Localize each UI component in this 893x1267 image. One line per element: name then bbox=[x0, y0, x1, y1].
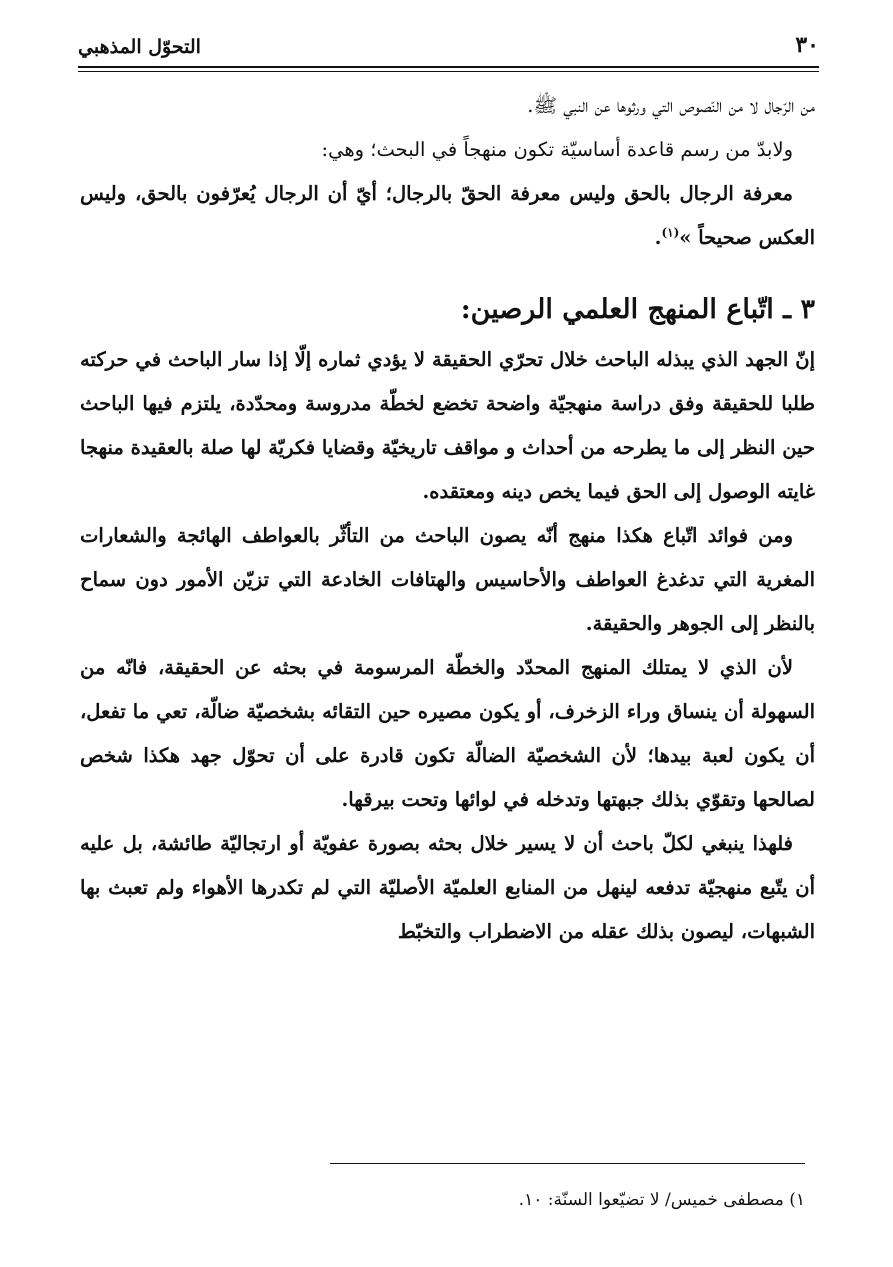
footnote: ١) مصطفى خميس/ لا تضيّعوا السنّة: ١٠. bbox=[518, 1190, 805, 1210]
paragraph-1: من الرّجال لا من النّصوص التي ورثوها عن النبي ﷺ. bbox=[527, 94, 815, 117]
paragraph-6: لأن الذي لا يمتلك المنهج المحدّد والخطّة المرسومة في بحثه عن الحقيقة، فانّه من السهولة أن ينساق وراء الزخرف، أو يكون مصيره حين التقائه بشخصيّة ضالّة، تعي ما تفعل، أن يكون لعبة بيدها؛ لأن الشخصيّة الضالّة تكون قادرة على أن تحوّل جهد هكذا شخص لصالحها وتقوّي بذلك جبهتها وتدخله في لوائها وتحت بيرقها. bbox=[80, 656, 815, 811]
paragraph-5: ومن فوائد اتّباع هكذا منهج أنّه يصون الباحث من التأثّر بالعواطف الهائجة والشعارات المغرية التي تدغدغ العواطف والأحاسيس والهتافات الخادعة التي تزيّن الأمور دون سماح بالنظر إلى الجوهر والحقيقة. bbox=[80, 524, 815, 635]
footnote-reference[interactable]: (١) bbox=[661, 225, 680, 240]
paragraph-3-text: معرفة الرجال بالحق وليس معرفة الحقّ بالرجال؛ أيّ أن الرجال يُعرّفون بالحق، وليس العكس صحيحاً » bbox=[80, 182, 815, 249]
paragraph-3 bbox=[80, 172, 815, 260]
page-number: ٣٠ bbox=[795, 32, 819, 58]
paragraph-7: فلهذا ينبغي لكلّ باحث أن لا يسير خلال بحثه بصورة عفويّة أو ارتجاليّة طائشة، بل عليه أن يتّبع منهجيّة تدفعه لينهل من المنابع العلميّة الأصليّة التي لم تكدرها الأهواء ولم تعبث بها الشبهات، ليصون بذلك عقله من الاضطراب والتخبّط bbox=[80, 832, 815, 943]
running-title: التحوّل المذهبي bbox=[78, 36, 201, 58]
header-rule-thin bbox=[78, 71, 819, 72]
header-rule bbox=[78, 66, 819, 68]
paragraph-3-end: . bbox=[654, 226, 662, 249]
page-body bbox=[80, 84, 815, 954]
paragraph-2: ولابدّ من رسم قاعدة أساسيّة تكون منهجاً في البحث؛ وهي: bbox=[321, 138, 793, 161]
page-header bbox=[78, 30, 819, 70]
paragraph-4: إنّ الجهد الذي يبذله الباحث خلال تحرّي الحقيقة لا يؤدي ثماره إلّا إذا سار الباحث في حركته طلبا للحقيقة وفق دراسة منهجيّة واضحة تخضع لخطّة مدروسة ومحدّدة، يلتزم فيها الباحث حين النظر إلى ما يطرحه من أحداث و مواقف تاريخيّة وقضايا فكريّة لها صلة بالعقيدة منهجا غايته الوصول إلى الحق فيما يخص دينه ومعتقده. bbox=[80, 348, 815, 503]
footnote-separator bbox=[330, 1163, 805, 1164]
section-heading: ٣ ـ اتّباع المنهج العلمي الرصين: bbox=[460, 294, 815, 325]
